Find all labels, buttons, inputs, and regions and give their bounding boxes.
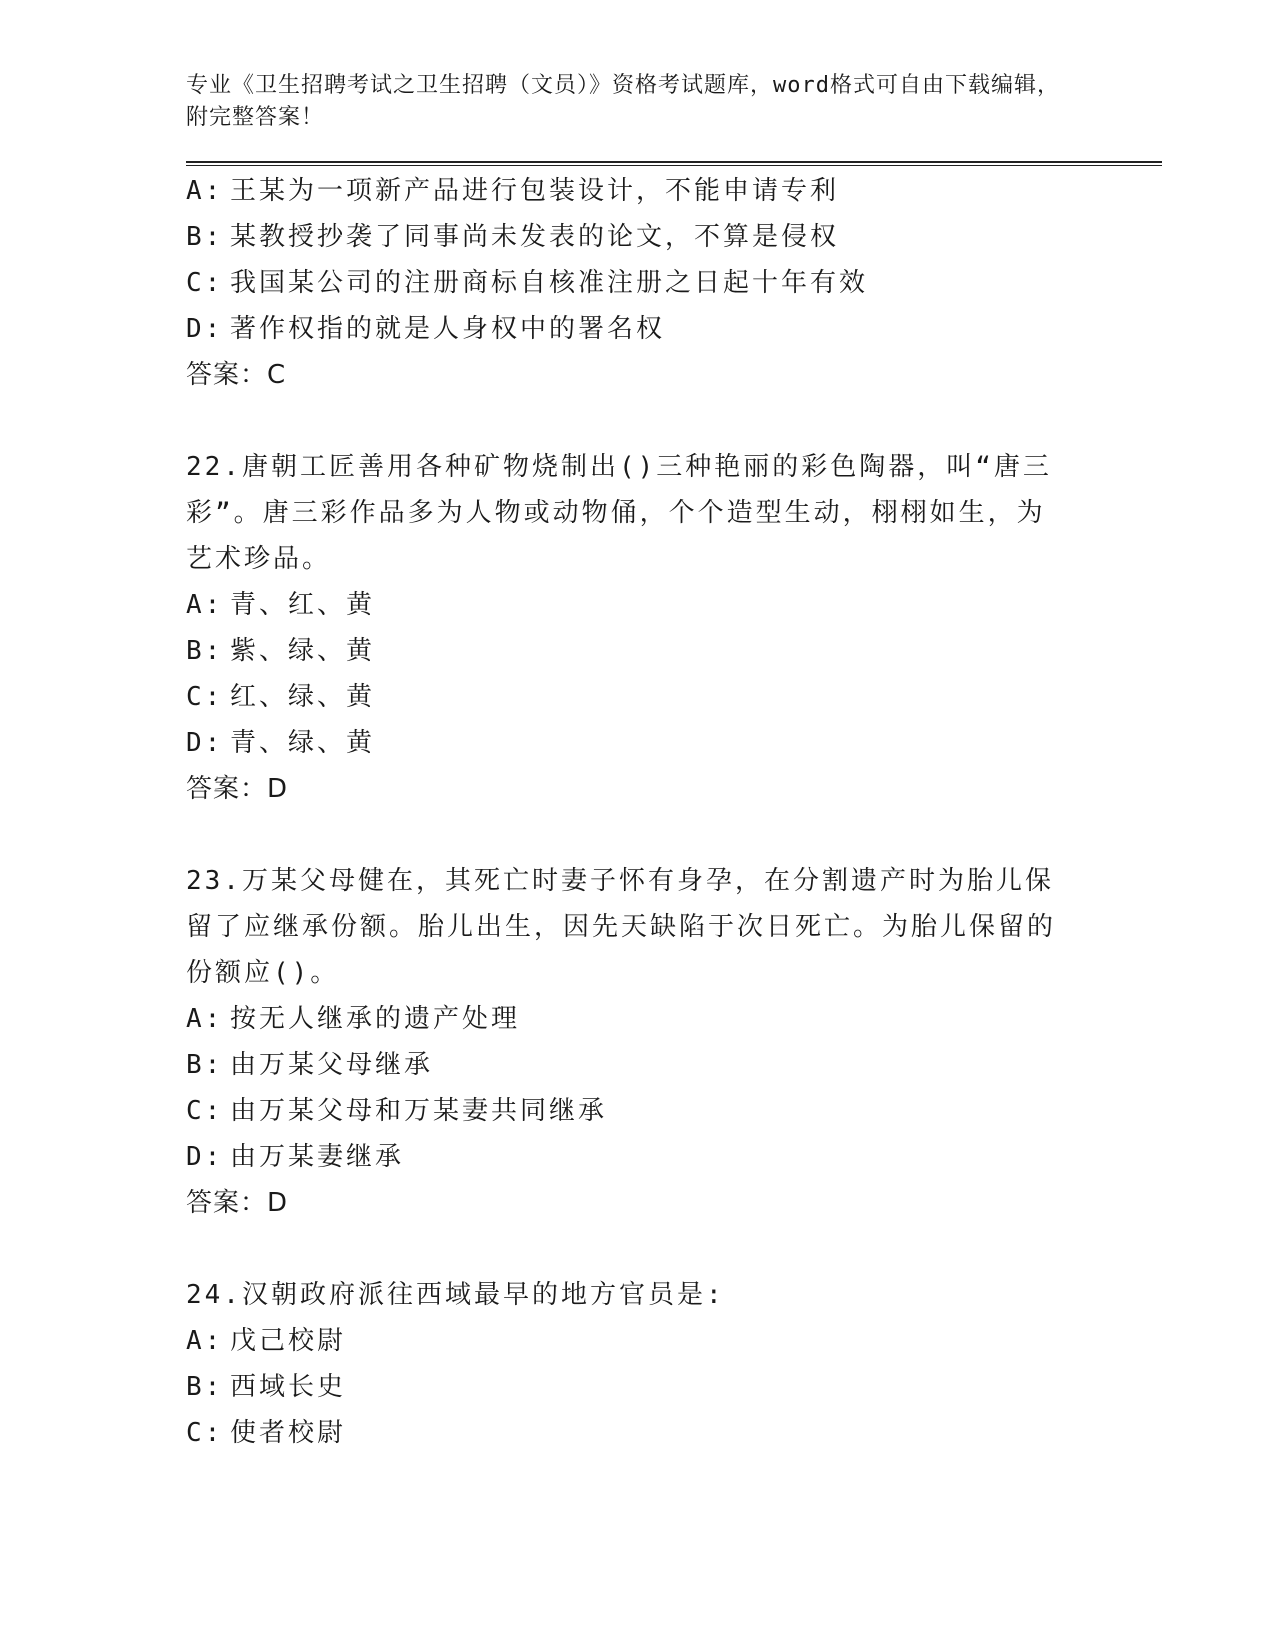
option-letter: B: [186, 1050, 224, 1080]
option-letter: C: [186, 268, 224, 298]
option-a [186, 582, 1166, 628]
option-b [186, 628, 1166, 674]
option-text: 由万某妻继承 [230, 1142, 405, 1172]
option-d [186, 1134, 1166, 1180]
option-text: 紫、绿、黄 [230, 636, 376, 666]
option-c [186, 260, 1166, 306]
option-text: 青、绿、黄 [230, 728, 376, 758]
option-text: 西域长史 [230, 1372, 347, 1402]
option-letter: B: [186, 1372, 224, 1402]
option-text: 著作权指的就是人身权中的署名权 [230, 314, 666, 344]
option-b [186, 1042, 1166, 1088]
option-letter: C: [186, 1418, 224, 1448]
header-divider [186, 161, 1162, 166]
option-text: 红、绿、黄 [230, 682, 376, 712]
option-c [186, 1088, 1166, 1134]
question-block [186, 444, 1166, 812]
option-text: 王某为一项新产品进行包装设计，不能申请专利 [230, 176, 840, 206]
option-letter: D: [186, 314, 224, 344]
option-text: 我国某公司的注册商标自核准注册之日起十年有效 [230, 268, 869, 298]
option-c [186, 674, 1166, 720]
option-b [186, 1364, 1166, 1410]
document-page [186, 70, 1166, 1456]
option-a [186, 996, 1166, 1042]
question-stem: 24.汉朝政府派往西域最早的地方官员是: [186, 1280, 725, 1310]
question-block [186, 168, 1166, 398]
option-letter: C: [186, 1096, 224, 1126]
answer-line: 答案：D [186, 1188, 289, 1218]
option-letter: A: [186, 590, 224, 620]
option-text: 由万某父母和万某妻共同继承 [230, 1096, 608, 1126]
question-block [186, 1272, 1166, 1456]
option-letter: B: [186, 636, 224, 666]
option-a [186, 1318, 1166, 1364]
option-letter: D: [186, 728, 224, 758]
option-b [186, 214, 1166, 260]
option-text: 青、红、黄 [230, 590, 376, 620]
option-text: 戊己校尉 [230, 1326, 347, 1356]
option-letter: A: [186, 1004, 224, 1034]
option-text: 使者校尉 [230, 1418, 347, 1448]
option-text: 由万某父母继承 [230, 1050, 434, 1080]
answer-line: 答案：C [186, 360, 287, 390]
question-block [186, 858, 1166, 1226]
option-c [186, 1410, 1166, 1456]
option-letter: A: [186, 1326, 224, 1356]
answer-line: 答案：D [186, 774, 289, 804]
option-letter: D: [186, 1142, 224, 1172]
option-d [186, 306, 1166, 352]
option-letter: C: [186, 682, 224, 712]
option-text: 某教授抄袭了同事尚未发表的论文，不算是侵权 [230, 222, 840, 252]
option-d [186, 720, 1166, 766]
option-a [186, 168, 1166, 214]
option-letter: A: [186, 176, 224, 206]
option-letter: B: [186, 222, 224, 252]
option-text: 按无人继承的遗产处理 [230, 1004, 521, 1034]
document-header: 专业《卫生招聘考试之卫生招聘（文员）》资格考试题库，word格式可自由下载编辑，附完整答案！ [186, 73, 1060, 130]
question-stem: 22.唐朝工匠善用各种矿物烧制出()三种艳丽的彩色陶器，叫“唐三彩”。唐三彩作品多为人物或动物俑，个个造型生动，栩栩如生，为艺术珍品。 [186, 452, 1052, 574]
question-stem: 23.万某父母健在，其死亡时妻子怀有身孕，在分割遗产时为胎儿保留了应继承份额。胎儿出生，因先天缺陷于次日死亡。为胎儿保留的份额应()。 [186, 866, 1057, 988]
